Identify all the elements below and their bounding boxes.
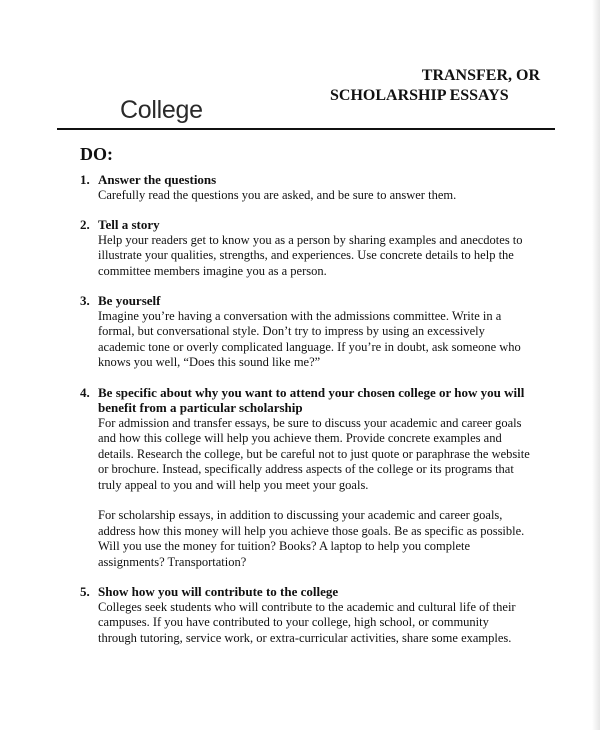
document-title: [330, 66, 540, 106]
title-line-1: TRANSFER, OR: [421, 67, 540, 84]
title-line-2: SCHOLARSHIP ESSAYS: [330, 87, 509, 104]
item-paragraph: Help your readers get to know you as a person by sharing examples and anecdotes to illustrate your qualities, strengths, and experiences. Use concrete details to help the committee members imagine you as a person.: [98, 232, 523, 278]
item-number: 1.: [80, 172, 90, 187]
item-number: 2.: [80, 217, 90, 232]
item-title: Answer the questions: [98, 172, 217, 187]
section-heading: DO:: [80, 144, 113, 164]
list-item: [80, 584, 530, 646]
list-item: [80, 172, 530, 203]
list-item: [80, 293, 530, 371]
item-number: 4.: [80, 384, 90, 400]
item-paragraph: For scholarship essays, in addition to discussing your academic and career goals, address how this money will help you achieve those goals. Be as specific as possible. Will you use the money for tuition? Books? A laptop to help you complete assignments? Transportation?: [98, 508, 525, 569]
item-number: 3.: [80, 293, 90, 308]
header-divider: [57, 128, 555, 130]
list-item: [80, 217, 530, 279]
page-edge-shadow: [592, 0, 600, 730]
item-title: Tell a story: [98, 217, 160, 232]
college-label: College: [120, 96, 203, 124]
item-title: Show how you will contribute to the college: [98, 584, 339, 599]
tips-list: [80, 172, 530, 660]
item-paragraph: For admission and transfer essays, be sure to discuss your academic and career goals and how this college will help you achieve them. Provide concrete examples and details. Research the college, but be careful not to just quote or paraphrase the website or brochure. Instead, specifically address aspects of the college or its programs that truly appeal to you and will help you meet your goals.: [98, 415, 530, 492]
item-paragraph: Colleges seek students who will contribute to the academic and cultural life of their campuses. If you have contributed to your college, high school, or community through tutoring, service work, or extra-curricular activities, share some examples.: [98, 599, 516, 645]
item-number: 5.: [80, 584, 90, 599]
item-paragraph: Imagine you’re having a conversation with the admissions committee. Write in a formal, but conversational style. Don’t try to impress by using an excessively academic tone or overly complicated language. If you’re in doubt, ask someone who knows you well, “Does this sound like me?”: [98, 308, 521, 369]
item-paragraph: Carefully read the questions you are asked, and be sure to answer them.: [98, 187, 457, 202]
item-title: Be specific about why you want to attend your chosen college or how you will benefit from a particular scholarship: [98, 384, 525, 415]
list-item: [80, 385, 530, 571]
item-title: Be yourself: [98, 293, 161, 308]
